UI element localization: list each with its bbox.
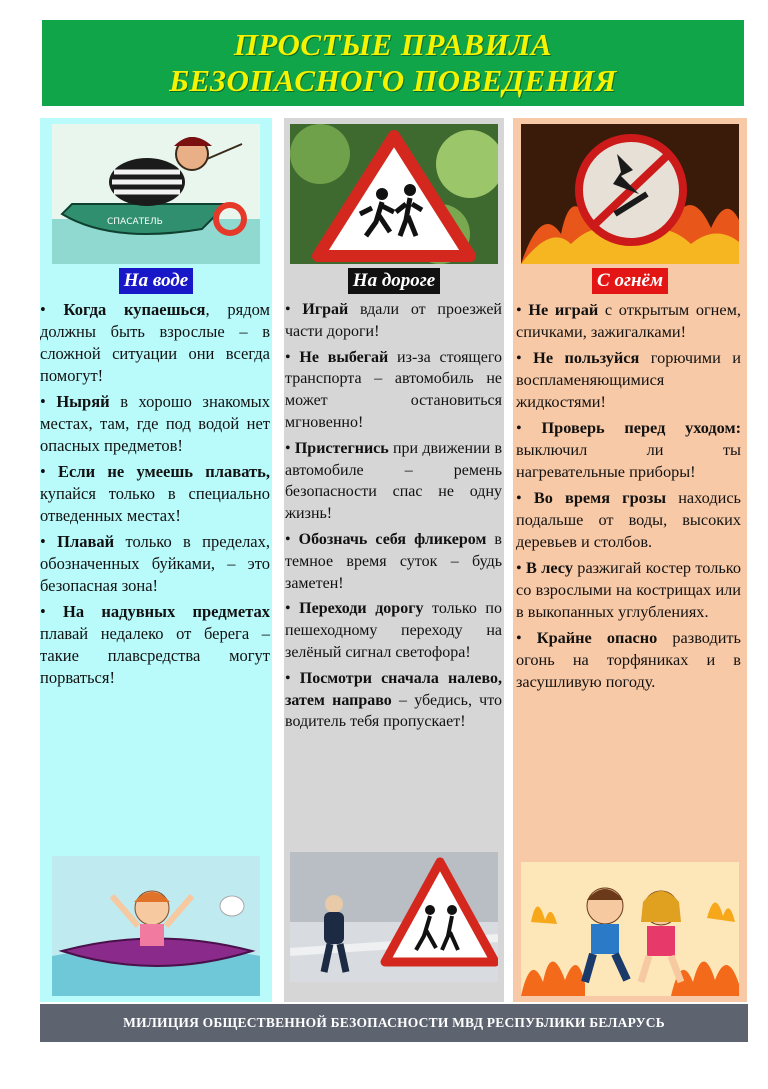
list-item: • Крайне опасно разводить огонь на торфяниках и в засушливую погоду. — [516, 628, 741, 691]
list-item: • Играй вдали от проезжей части дороги! — [285, 301, 502, 340]
list-item: • Не играй с открытым огнем, спичками, зажигалками! — [516, 300, 741, 341]
list-item: • На надувных предметах плавай недалеко от берега – такие плавсредства могут порваться! — [40, 602, 271, 687]
list-item: • Посмотри сначала налево, затем направо – убедись, что водитель тебя пропускает! — [285, 669, 503, 731]
list-item: • В лесу разжигай костер только со взрослыми на кострищах или в выкопанных углублениях. — [516, 558, 741, 621]
list-item: • Плавай только в пределах, обозначенных буйками, – это безопасная зона! — [40, 532, 271, 595]
list-item: • Переходи дорогу только по пешеходному переходу на зелёный сигнал светофора! — [285, 600, 502, 661]
road-rules-list — [285, 299, 502, 737]
fire-heading: С огнём — [592, 268, 668, 294]
list-item: • Во время грозы находись подальше от воды, высоких деревьев и столбов. — [516, 488, 741, 551]
list-item: • Пристегнись при движении в автомобиле – ремень безопасности спас не одну жизнь! — [285, 439, 502, 523]
girl-on-float-illustration — [52, 856, 260, 996]
list-item: • Когда купаешься, рядом должны быть взрослые – в сложной ситуации они всегда помогут! — [40, 300, 270, 385]
road-heading: На дороге — [348, 268, 440, 294]
water-column — [40, 118, 272, 1002]
road-column — [284, 118, 504, 1002]
list-item: • Обозначь себя фликером в темное время суток – будь заметен! — [285, 530, 502, 592]
child-and-road-sign-photo — [290, 852, 498, 982]
boat-label: СПАСАТЕЛЬ — [107, 217, 163, 227]
fire-rules-list — [516, 299, 741, 697]
list-item: • Не пользуйся горючими и воспламеняющимися жидкостями! — [516, 348, 741, 411]
water-heading: На воде — [119, 268, 193, 294]
list-item: • Проверь перед уходом: выключил ли ты нагревательные приборы! — [516, 418, 741, 481]
list-item: • Не выбегай из-за стоящего транспорта – автомобиль не может остановиться мгновенно! — [285, 348, 503, 431]
title-line-2: БЕЗОПАСНОГО ПОВЕДЕНИЯ — [169, 63, 617, 98]
children-sign-photo — [290, 124, 498, 264]
children-in-fire-illustration — [521, 862, 739, 996]
water-rules-list — [40, 299, 270, 693]
list-item: • Ныряй в хорошо знакомых местах, там, где под водой нет опасных предметов! — [40, 392, 270, 455]
no-fire-sign-illustration — [521, 124, 739, 264]
lifeguard-illustration — [52, 124, 260, 264]
fire-column — [513, 118, 747, 1002]
title-line-1: ПРОСТЫЕ ПРАВИЛА — [233, 27, 553, 62]
title-banner — [42, 20, 744, 106]
list-item: • Если не умеешь плавать, купайся только в специально отведенных местах! — [40, 462, 270, 525]
footer-banner: МИЛИЦИЯ ОБЩЕСТВЕННОЙ БЕЗОПАСНОСТИ МВД РЕСПУБЛИКИ БЕЛАРУСЬ — [40, 1004, 748, 1042]
